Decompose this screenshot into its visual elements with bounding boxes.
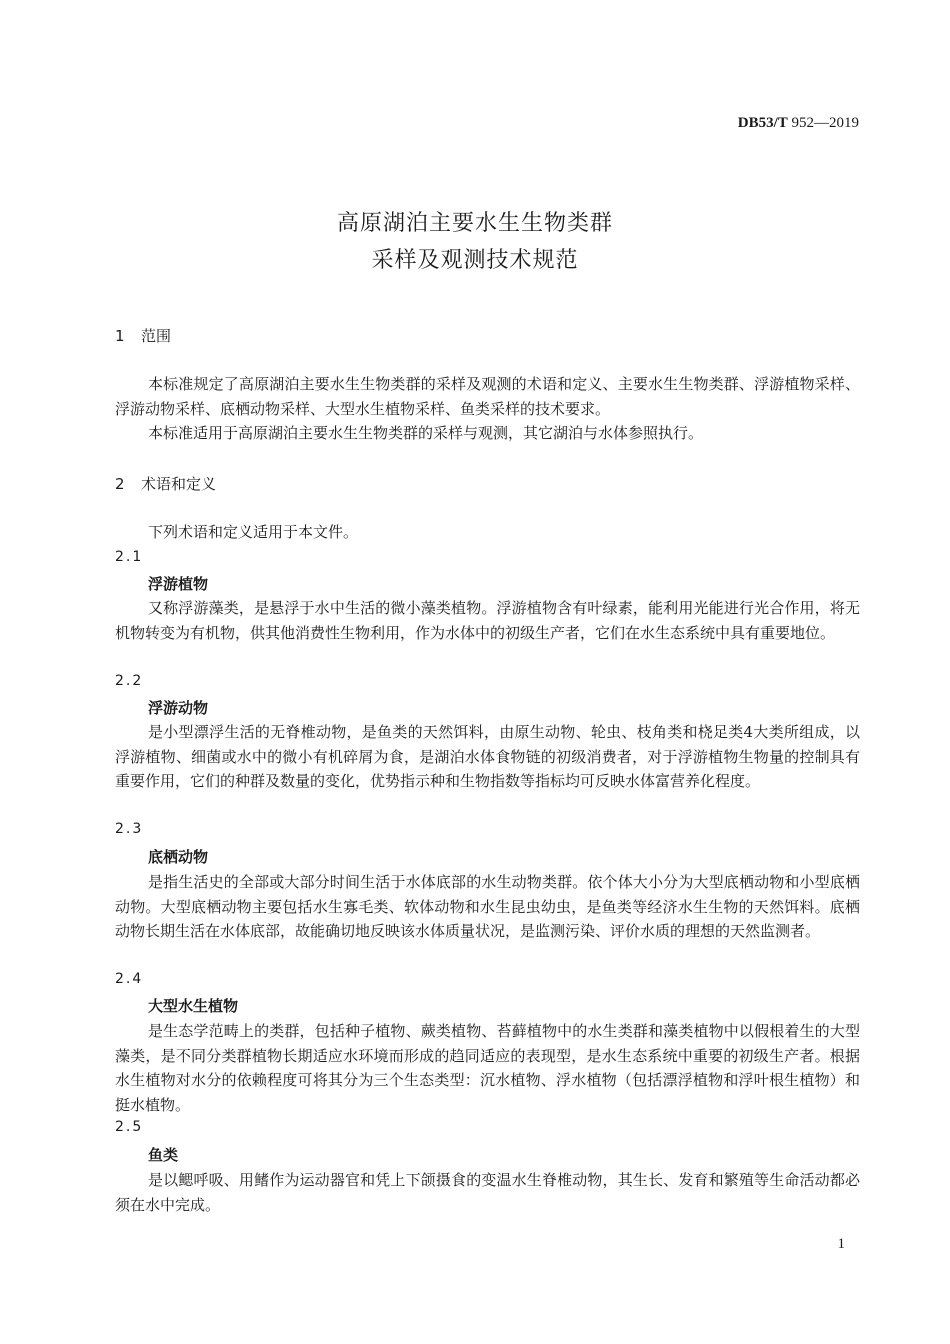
- term-name: 大型水生植物: [148, 997, 239, 1015]
- section-number: 2: [115, 475, 125, 493]
- term-number: 2.5: [115, 1119, 144, 1135]
- term-name: 底栖动物: [148, 848, 209, 866]
- term-number: 2.2: [115, 673, 144, 689]
- scope-paragraph-1: 本标准规定了高原湖泊主要水生生物类群的采样及观测的术语和定义、主要水生生物类群、浮游植物采样、浮游动物采样、底栖动物采样、大型水生植物采样、鱼类采样的技术要求。: [115, 375, 860, 418]
- section-number: 1: [115, 327, 125, 345]
- term-number: 2.4: [115, 971, 144, 987]
- term-definition: 是小型漂浮生活的无脊椎动物，是鱼类的天然饵料，由原生动物、轮虫、枝角类和桡足类4大类所组成，以浮游植物、细菌或水中的微小有机碎屑为食，是湖泊水体食物链的初级消费者，对于浮游植物生物量的控制具有重要作用，它们的种群及数量的变化，优势指示种和生物指数等指标均可反映水体富营养化程度。: [115, 723, 860, 790]
- term-name: 鱼类: [148, 1146, 179, 1164]
- standard-code: [738, 115, 859, 132]
- document-title: [0, 205, 950, 279]
- term-definition: 是指生活史的全部或大部分时间生活于水体底部的水生动物类群。依个体大小分为大型底栖动物和小型底栖动物。大型底栖动物主要包括水生寡毛类、软体动物和水生昆虫幼虫，是鱼类等经济水生生物的天然饵料。底栖动物长期生活在水体底部，故能确切地反映该水体质量状况，是监测污染、评价水质的理想的天然监测者。: [115, 873, 860, 940]
- title-line-1: 高原湖泊主要水生生物类群: [336, 211, 613, 236]
- page-number: 1: [837, 1236, 845, 1252]
- section-title: 范围: [141, 327, 172, 345]
- section-title: 术语和定义: [141, 475, 217, 493]
- terms-intro: 下列术语和定义适用于本文件。: [148, 523, 359, 541]
- standard-code-prefix: DB53/T: [737, 115, 788, 131]
- standard-code-number: 952—2019: [787, 115, 859, 131]
- term-definition: 是以鳃呼吸、用鳍作为运动器官和凭上下颌摄食的变温水生脊椎动物，其生长、发育和繁殖等生命活动都必须在水中完成。: [115, 1171, 860, 1214]
- term-name: 浮游动物: [148, 699, 209, 717]
- scope-paragraph-2: 本标准适用于高原湖泊主要水生生物类群的采样与观测，其它湖泊与水体参照执行。: [148, 424, 704, 442]
- term-name: 浮游植物: [148, 575, 209, 593]
- term-number: 2.1: [115, 549, 144, 565]
- term-definition: 又称浮游藻类，是悬浮于水中生活的微小藻类植物。浮游植物含有叶绿素，能利用光能进行光合作用，将无机物转变为有机物，供其他消费性生物利用，作为水体中的初级生产者，它们在水生态系统中具有重要地位。: [115, 599, 860, 642]
- section-heading-scope: [115, 325, 171, 346]
- term-number: 2.3: [115, 821, 144, 837]
- title-line-2: 采样及观测技术规范: [371, 248, 579, 273]
- term-definition: 是生态学范畴上的类群，包括种子植物、蕨类植物、苔藓植物中的水生类群和藻类植物中以假根着生的大型藻类，是不同分类群植物长期适应水环境而形成的趋同适应的表现型，是水生态系统中重要的初级生产者。根据水生植物对水分的依赖程度可将其分为三个生态类型：沉水植物、浮水植物（包括漂浮植物和浮叶根生植物）和挺水植物。: [115, 1022, 860, 1114]
- section-heading-terms: [115, 473, 216, 494]
